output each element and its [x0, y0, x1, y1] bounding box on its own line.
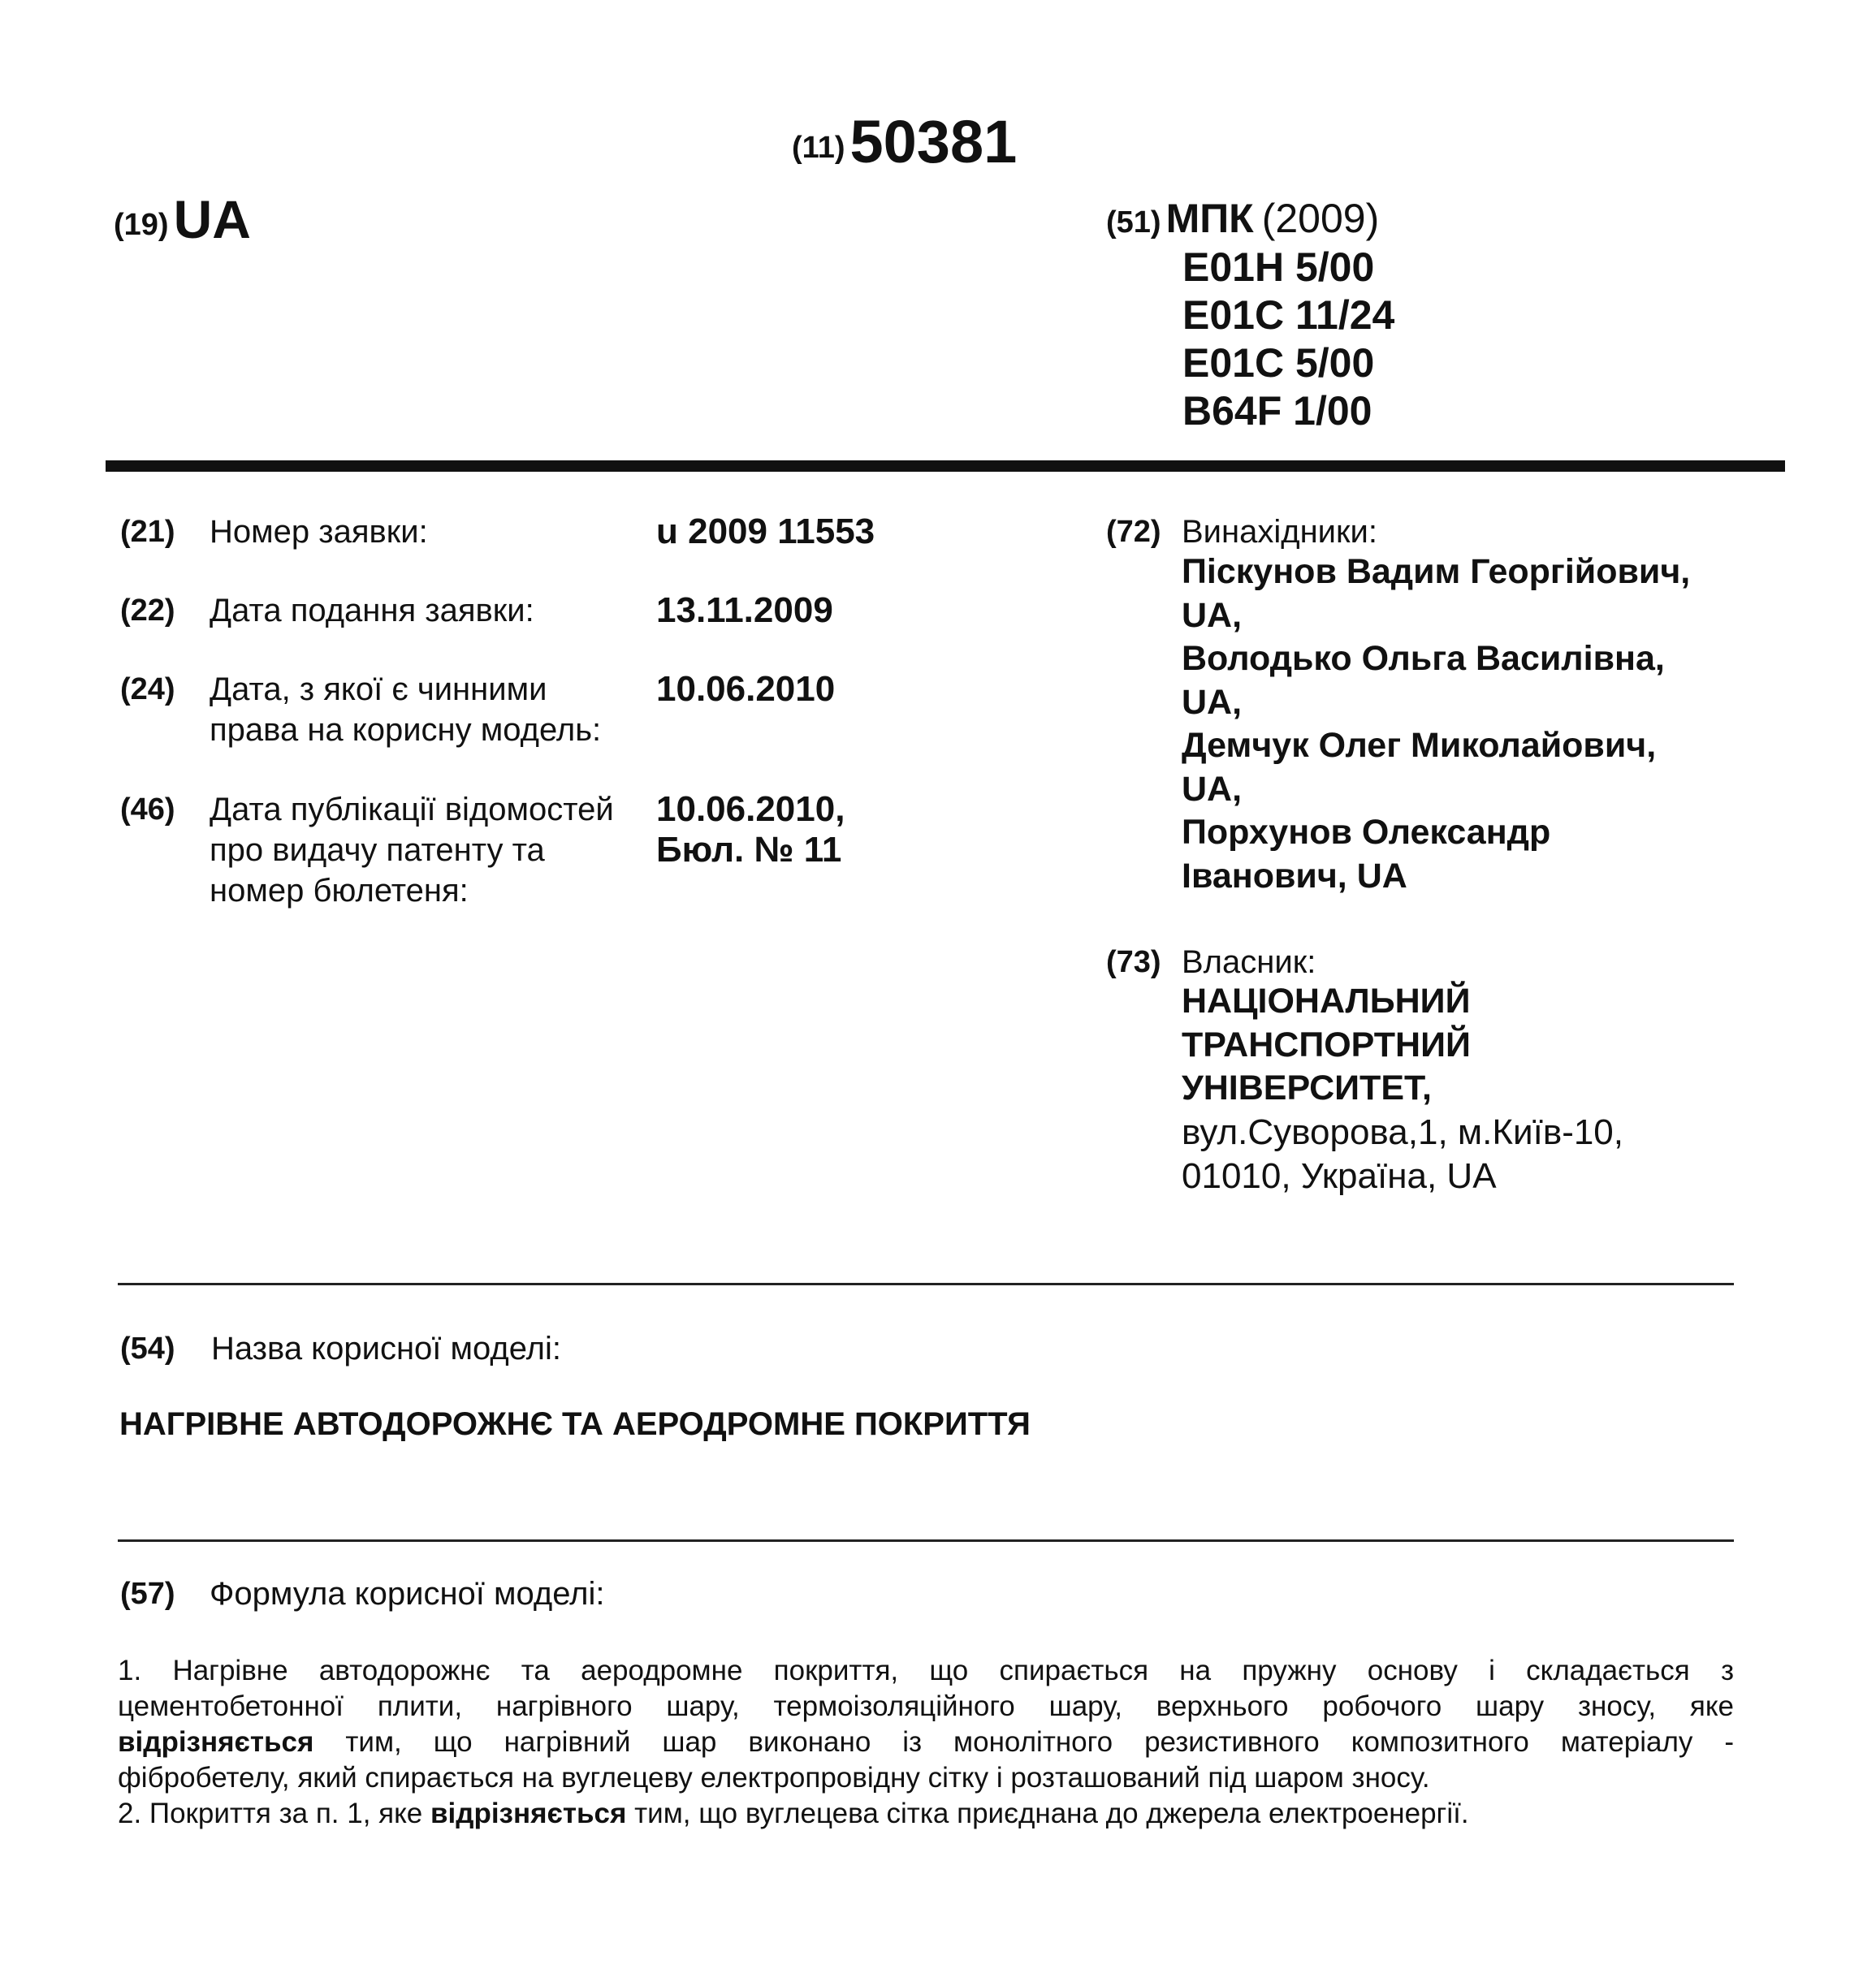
field-code-21: (21)	[120, 515, 175, 549]
field-label-application-number: Номер заявки:	[210, 514, 428, 550]
inventor-line: UA,	[1182, 769, 1243, 809]
field-code-72: (72)	[1106, 515, 1161, 549]
field-value-application-number: u 2009 11553	[656, 512, 875, 551]
claims-label: Формула корисної моделі:	[210, 1576, 605, 1612]
mpk-year: (2009)	[1261, 196, 1380, 241]
field-code-54: (54)	[120, 1332, 175, 1366]
inventor-line: UA,	[1182, 595, 1243, 635]
field-value-publication-date	[656, 789, 845, 870]
ipc-code: E01C 5/00	[1182, 340, 1375, 386]
field-code-46: (46)	[120, 792, 175, 827]
claim-text-fragment: тим, що вуглецева сітка приєднана до джерела електроенергії.	[626, 1798, 1469, 1829]
inventor-line: UA,	[1182, 682, 1243, 722]
ipc-codes	[1182, 244, 1394, 435]
inventor-line: Володько Ольга Василівна,	[1182, 639, 1665, 678]
claim-text-fragment: 2. Покриття за п. 1, яке	[118, 1798, 430, 1829]
claim-1-line	[118, 1725, 1734, 1760]
inventor-line: Порхунов Олександр	[1182, 813, 1551, 852]
field-code-57: (57)	[120, 1577, 175, 1611]
field-value-filing-date: 13.11.2009	[656, 590, 833, 630]
inventors-label: Винахідники:	[1182, 514, 1377, 550]
claim-1-line: 1. Нагрівне автодорожнє та аеродромне покриття, що спирається на пружну основу і складається з	[118, 1655, 1734, 1686]
inventor-line: Іванович, UA	[1182, 856, 1407, 896]
address-line: вул.Суворова,1, м.Київ-10,	[1182, 1112, 1624, 1152]
thick-divider	[106, 460, 1785, 472]
code-51: (51)	[1106, 205, 1161, 240]
owner-address	[1182, 1111, 1623, 1198]
owner-name-line: УНІВЕРСИТЕТ,	[1182, 1069, 1432, 1107]
label-line: Дата, з якої є чинними	[210, 671, 547, 707]
field-code-24: (24)	[120, 672, 175, 706]
field-code-22: (22)	[120, 594, 175, 628]
inventors-list	[1182, 550, 1690, 898]
field-label-rights-date	[210, 669, 601, 750]
country: UA	[173, 189, 251, 249]
divider	[118, 1283, 1734, 1285]
claim-1-line: цементобетонної плити, нагрівного шару, термоізоляційного шару, верхнього робочого шару зносу, яке	[118, 1690, 1734, 1722]
distinguishing-keyword: відрізняється	[430, 1798, 627, 1829]
label-line: Дата публікації відомостей	[210, 792, 614, 827]
inventor-line: Піскунов Вадим Георгійович,	[1182, 552, 1691, 591]
country-code	[114, 188, 251, 250]
owner-name-line: ТРАНСПОРТНИЙ	[1182, 1025, 1471, 1064]
claims-text	[118, 1653, 1734, 1832]
distinguishing-keyword: відрізняється	[118, 1726, 314, 1758]
classification-header	[1106, 195, 1379, 242]
code-19: (19)	[114, 208, 169, 242]
owner-label: Власник:	[1182, 944, 1316, 980]
inventor-line: Демчук Олег Миколайович,	[1182, 726, 1657, 765]
label-line: права на корисну модель:	[210, 712, 602, 748]
field-code-73: (73)	[1106, 945, 1161, 979]
claim-1-line: фібробетелу, який спирається на вуглецеву електропровідну сітку і розташований під шаром зносу.	[118, 1762, 1430, 1794]
label-line: номер бюлетеня:	[210, 873, 469, 909]
utility-model-title: НАГРІВНЕ АВТОДОРОЖНЄ ТА АЕРОДРОМНЕ ПОКРИТТЯ	[119, 1406, 1031, 1442]
field-label-publication-date	[210, 789, 614, 911]
ipc-code: E01H 5/00	[1182, 244, 1375, 290]
address-line: 01010, Україна, UA	[1182, 1156, 1497, 1196]
label-line: про видачу патенту та	[210, 832, 545, 868]
patent-number: 50381	[849, 108, 1018, 175]
claim-2	[118, 1796, 1734, 1832]
title-label: Назва корисної моделі:	[211, 1331, 561, 1366]
field-label-filing-date: Дата подання заявки:	[210, 593, 534, 628]
divider	[118, 1539, 1734, 1542]
claim-text-fragment: тим, що нагрівний шар виконано із монолітного резистивного композитного матеріалу -	[313, 1726, 1734, 1758]
owner-name	[1182, 980, 1471, 1111]
ipc-code: E01C 11/24	[1182, 292, 1395, 338]
field-value-rights-date: 10.06.2010	[656, 669, 836, 709]
mpk-label: МПК	[1165, 196, 1254, 241]
owner-name-line: НАЦІОНАЛЬНИЙ	[1182, 982, 1471, 1021]
value-line: Бюл. № 11	[656, 830, 842, 870]
code-11: (11)	[792, 131, 845, 165]
value-line: 10.06.2010,	[656, 789, 845, 829]
publication-number	[792, 107, 1017, 176]
ipc-code: B64F 1/00	[1182, 388, 1372, 434]
